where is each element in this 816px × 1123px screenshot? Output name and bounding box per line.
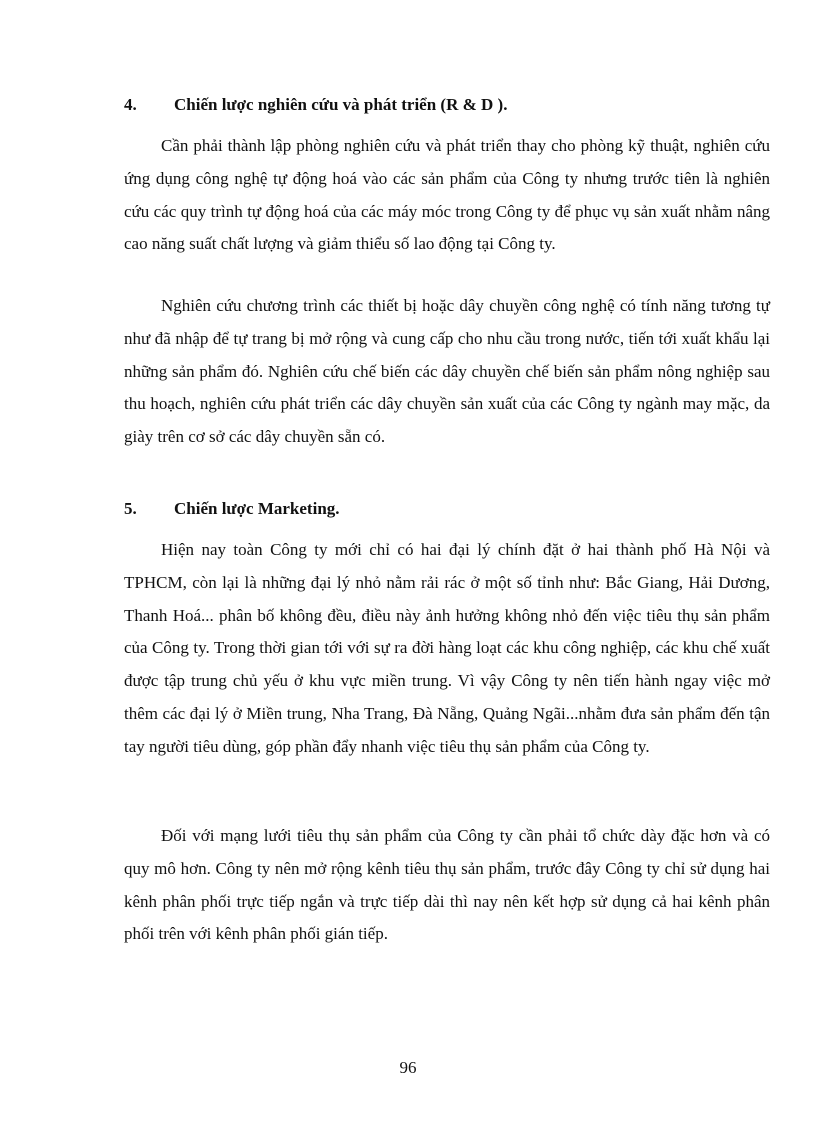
section-heading-rnd [124, 94, 507, 116]
section-number: 4. [124, 95, 137, 114]
paragraph-rnd-1: Cần phải thành lập phòng nghiên cứu và phát triển thay cho phòng kỹ thuật, nghiên cứu ứng dụng công nghệ tự động hoá vào các sản phẩm của Công ty nhưng trước tiên là nghiên cứu các quy trình tự động hoá của các máy móc trong Công ty để phục vụ sản xuất nhằm nâng cao năng suất chất lượng và giảm thiểu số lao động tại Công ty. [124, 136, 770, 254]
paragraph-marketing-1: Hiện nay toàn Công ty mới chỉ có hai đại lý chính đặt ở hai thành phố Hà Nội và TPHCM, còn lại là những đại lý nhỏ nằm rải rác ở một số tỉnh như: Bắc Giang, Hải Dương, Thanh Hoá... phân bố không đều, điều này ảnh hưởng không nhỏ đến việc tiêu thụ sản phẩm của Công ty. Trong thời gian tới với sự ra đời hàng loạt các khu công nghiệp, các khu chế xuất được tập trung chủ yếu ở khu vực miền trung. Vì vậy Công ty nên tiến hành ngay việc mở thêm các đại lý ở Miền trung, Nha Trang, Đà Nẵng, Quảng Ngãi...nhằm đưa sản phẩm đến tận tay người tiêu dùng, góp phần đẩy nhanh việc tiêu thụ sản phẩm của Công ty. [124, 540, 770, 756]
section-heading-marketing [124, 498, 340, 520]
section-title: Chiến lược Marketing. [174, 499, 340, 518]
page-number: 96 [399, 1058, 417, 1077]
paragraph-marketing-2: Đối với mạng lưới tiêu thụ sản phẩm của Công ty cần phải tổ chức dày đặc hơn và có quy mô hơn. Công ty nên mở rộng kênh tiêu thụ sản phẩm, trước đây Công ty chỉ sử dụng hai kênh phân phối trực tiếp ngắn và trực tiếp dài thì nay nên kết hợp sử dụng cả hai kênh phân phối trên với kênh phân phối gián tiếp. [124, 826, 770, 944]
section-title: Chiến lược nghiên cứu và phát triển (R & D ). [174, 95, 508, 114]
section-number: 5. [124, 499, 137, 518]
paragraph-rnd-2: Nghiên cứu chương trình các thiết bị hoặc dây chuyền công nghệ có tính năng tương tự như đã nhập để tự trang bị mở rộng và cung cấp cho nhu cầu trong nước, tiến tới xuất khẩu lại những sản phẩm đó. Nghiên cứu chế biến các dây chuyền chế biến sản phẩm nông nghiệp sau thu hoạch, nghiên cứu phát triển các dây chuyền sản xuất của các Công ty ngành may mặc, da giày trên cơ sở các dây chuyền sẵn có. [124, 296, 770, 447]
